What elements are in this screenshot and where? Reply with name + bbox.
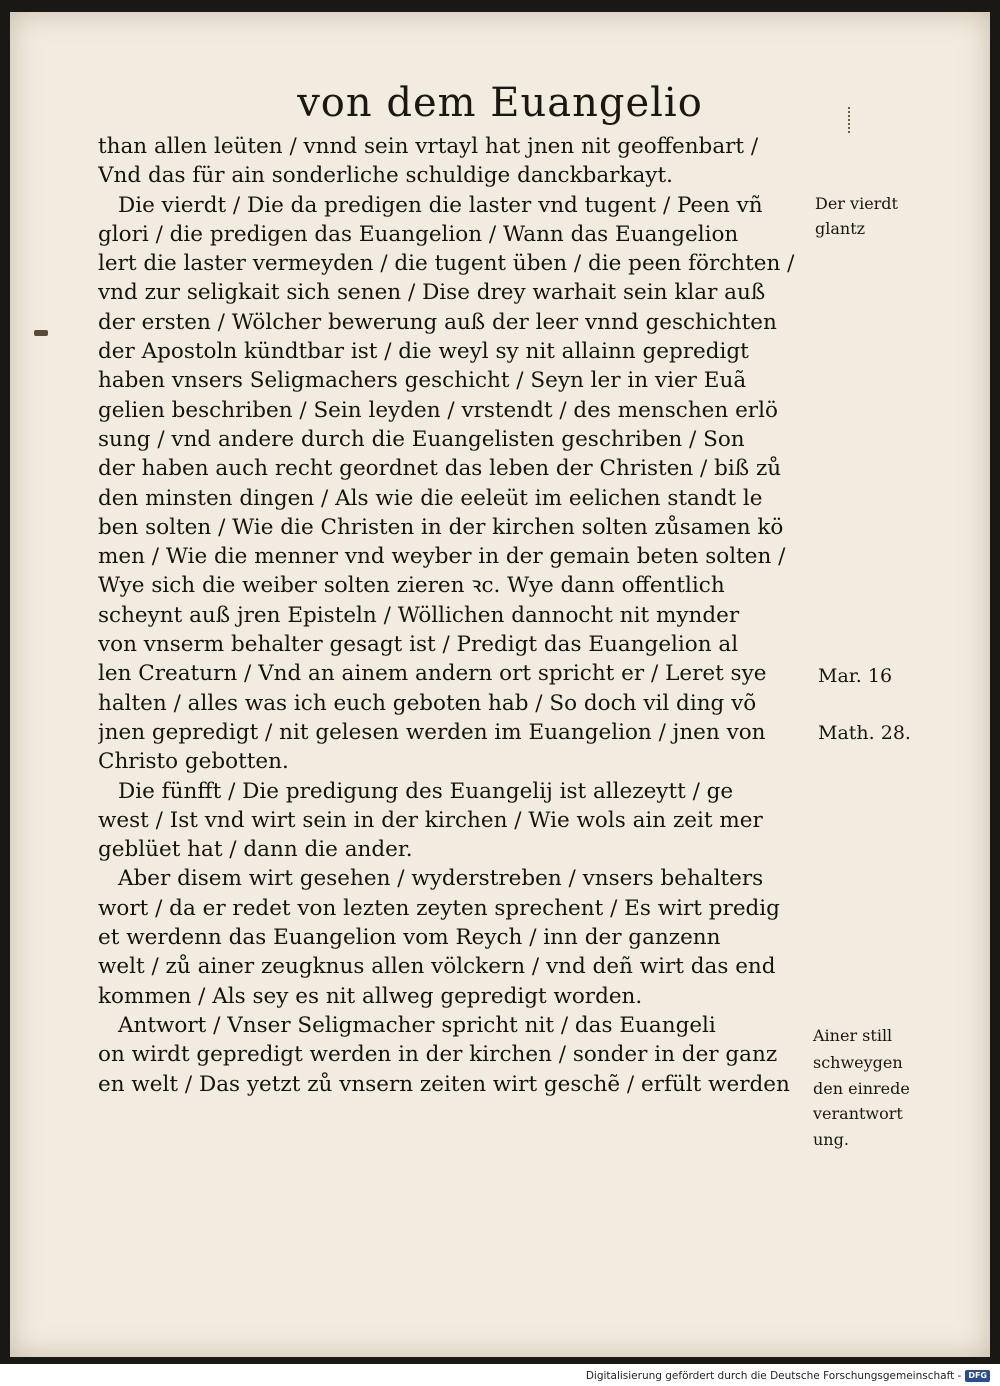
- text-line: west / Ist vnd wirt sein in der kirchen / Wie wols ain zeit mer: [98, 807, 763, 833]
- text-line: et werdenn das Euangelion vom Reych / inn der ganzenn: [98, 925, 721, 951]
- body-text: [98, 132, 810, 1099]
- text-line: vnd zur seligkait sich senen / Dise drey warhait sein klar auß: [98, 280, 766, 306]
- text-line: Vnd das für ain sonderliche schuldige danckbarkayt.: [98, 163, 673, 189]
- text-line: Wye sich die weiber solten zieren ꝛc. Wye dann offentlich: [98, 573, 725, 599]
- text-line: men / Wie die menner vnd weyber in der gemain beten solten /: [98, 544, 786, 570]
- text-line: kommen / Als sey es nit allweg gepredigt worden.: [98, 983, 643, 1009]
- text-line: haben vnsers Seligmachers geschicht / Seyn ler in vier Euã: [98, 368, 747, 394]
- funding-footer: [586, 1369, 990, 1383]
- page-edge-mark: [34, 330, 48, 336]
- margin-note: Math. 28.: [818, 722, 911, 744]
- text-line: gelien beschriben / Sein leyden / vrstendt / des menschen erlö: [98, 397, 778, 423]
- margin-note: Ainer still: [813, 1026, 893, 1045]
- margin-note: Der vierdt: [815, 194, 898, 213]
- text-line: Aber disem wirt gesehen / wyderstreben / vnsers behalters: [118, 866, 764, 892]
- text-line: ben solten / Wie die Christen in der kirchen solten zůsamen kö: [98, 514, 784, 540]
- margin-note: schweygen: [813, 1053, 903, 1072]
- text-line: than allen leüten / vnnd sein vrtayl hat jnen nit geoffenbart /: [98, 134, 759, 159]
- text-line: der ersten / Wölcher bewerung auß der leer vnnd geschichten: [98, 309, 777, 335]
- text-line: von vnserm behalter gesagt ist / Predigt das Euangelion al: [98, 632, 739, 658]
- text-line: Antwort / Vnser Seligmacher spricht nit / das Euangeli: [118, 1012, 716, 1038]
- book-page: [10, 12, 990, 1357]
- text-line: sung / vnd andere durch die Euangelisten geschriben / Son: [98, 426, 745, 452]
- margin-note: Mar. 16: [818, 665, 893, 687]
- text-line: scheynt auß jren Episteln / Wöllichen dannocht nit mynder: [98, 602, 740, 628]
- margin-note: ung.: [813, 1130, 849, 1149]
- text-line: der Apostoln kündtbar ist / die weyl sy nit allainn gepredigt: [98, 339, 749, 365]
- text-line: den minsten dingen / Als wie die eeleüt im eelichen standt le: [98, 485, 763, 511]
- text-line: geblüet hat / dann die ander.: [98, 837, 413, 863]
- text-line: jnen gepredigt / nit gelesen werden im Euangelion / jnen von: [98, 719, 766, 745]
- margin-note: glantz: [815, 219, 866, 238]
- text-line: welt / zů ainer zeugknus allen völckern / vnd deñ wirt das end: [98, 954, 776, 980]
- margin-note: verantwort: [813, 1104, 903, 1123]
- text-line: Die vierdt / Die da predigen die laster vnd tugent / Peen vñ: [118, 192, 763, 218]
- running-headline: von dem Euangelio: [297, 80, 703, 126]
- footer-text: Digitalisierung gefördert durch die Deutsche Forschungsgemeinschaft -: [585, 1370, 962, 1382]
- text-line: on wirdt gepredigt werden in der kirchen / sonder in der ganz: [98, 1042, 778, 1068]
- text-line: en welt / Das yetzt zů vnsern zeiten wirt geschẽ / erfült werden: [98, 1071, 790, 1097]
- margin-note: den einrede: [813, 1079, 910, 1098]
- text-line: len Creaturn / Vnd an ainem andern ort spricht er / Leret sye: [98, 661, 767, 687]
- text-line: der haben auch recht geordnet das leben der Christen / biß zů: [98, 456, 782, 482]
- text-line: lert die laster vermeyden / die tugent üben / die peen förchten /: [98, 251, 795, 277]
- text-line: Christo gebotten.: [98, 749, 289, 775]
- dfg-logo-icon: DFG: [965, 1370, 990, 1382]
- text-line: glori / die predigen das Euangelion / Wann das Euangelion: [98, 221, 739, 247]
- text-line: Die fünfft / Die predigung des Euangelij ist allezeytt / ge: [118, 778, 734, 804]
- text-line: wort / da er redet von lezten zeyten sprechent / Es wirt predig: [98, 895, 780, 921]
- text-line: halten / alles was ich euch geboten hab / So doch vil ding võ: [98, 690, 757, 716]
